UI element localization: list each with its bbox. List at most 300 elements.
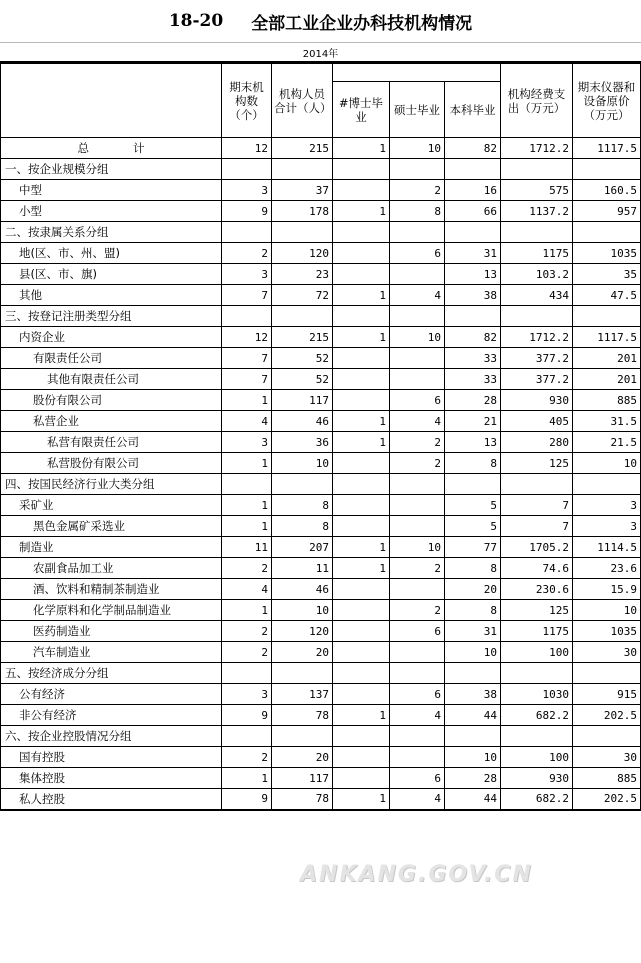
table-cell: 377.2 (501, 369, 573, 390)
table-cell: 10 (573, 453, 641, 474)
table-cell: 1 (333, 411, 390, 432)
table-row (1, 243, 641, 264)
table-cell (333, 390, 390, 411)
table-cell: 74.6 (501, 558, 573, 579)
table-row (1, 537, 641, 558)
table-cell: 28 (445, 390, 501, 411)
table-cell: 930 (501, 390, 573, 411)
table-cell (573, 474, 641, 495)
header-blank (1, 64, 222, 138)
row-label: 二、按隶属关系分组 (1, 222, 222, 243)
watermark-logo: ANKANG.GOV.CN (300, 862, 533, 887)
table-cell: 575 (501, 180, 573, 201)
table-cell (333, 768, 390, 789)
table-cell: 1 (333, 705, 390, 726)
table-cell: 8 (445, 453, 501, 474)
table-cell (445, 306, 501, 327)
table-cell (573, 726, 641, 747)
table-cell: 3 (573, 516, 641, 537)
table-title (0, 0, 641, 43)
table-cell: 2 (390, 453, 445, 474)
table-cell (222, 306, 272, 327)
table-cell (333, 369, 390, 390)
table-cell: 2 (222, 243, 272, 264)
row-label: 六、按企业控股情况分组 (1, 726, 222, 747)
col-header-7: 期末仪器和设备原价（万元） (573, 64, 641, 138)
table-cell (333, 663, 390, 684)
table-cell (333, 306, 390, 327)
data-table (0, 63, 641, 811)
table-cell (333, 642, 390, 663)
table-cell: 405 (501, 411, 573, 432)
table-cell: 2 (222, 747, 272, 768)
table-cell (445, 159, 501, 180)
row-label: 私营股份有限公司 (1, 453, 222, 474)
table-cell (501, 663, 573, 684)
table-cell: 137 (272, 684, 333, 705)
table-cell: 4 (390, 789, 445, 810)
table-cell (333, 222, 390, 243)
table-cell (445, 663, 501, 684)
table-cell: 280 (501, 432, 573, 453)
table-row (1, 306, 641, 327)
table-row (1, 180, 641, 201)
table-cell: 12 (222, 138, 272, 159)
table-cell: 682.2 (501, 705, 573, 726)
table-cell: 52 (272, 369, 333, 390)
table-cell: 5 (445, 495, 501, 516)
table-cell: 1712.2 (501, 327, 573, 348)
table-cell: 46 (272, 579, 333, 600)
table-cell: 100 (501, 747, 573, 768)
table-cell: 201 (573, 369, 641, 390)
table-cell: 8 (445, 558, 501, 579)
table-cell (333, 726, 390, 747)
table-cell: 885 (573, 390, 641, 411)
table-cell: 15.9 (573, 579, 641, 600)
table-cell: 1 (222, 516, 272, 537)
table-cell: 16 (445, 180, 501, 201)
table-cell: 23.6 (573, 558, 641, 579)
table-cell: 682.2 (501, 789, 573, 810)
row-label: 地(区、市、州、盟) (1, 243, 222, 264)
table-cell: 957 (573, 201, 641, 222)
col-header-6: 机构经费支出（万元） (501, 64, 573, 138)
table-cell: 82 (445, 327, 501, 348)
table-cell: 35 (573, 264, 641, 285)
table-cell (272, 306, 333, 327)
table-cell: 1 (222, 495, 272, 516)
table-row (1, 642, 641, 663)
table-cell (501, 474, 573, 495)
table-cell: 3 (573, 495, 641, 516)
table-cell: 33 (445, 348, 501, 369)
table-cell: 38 (445, 285, 501, 306)
table-cell: 8 (272, 495, 333, 516)
table-cell (390, 516, 445, 537)
table-cell (445, 474, 501, 495)
table-cell: 117 (272, 390, 333, 411)
table-cell: 1 (333, 327, 390, 348)
table-cell: 1 (333, 432, 390, 453)
table-cell: 178 (272, 201, 333, 222)
table-row (1, 495, 641, 516)
table-cell (333, 747, 390, 768)
table-cell: 377.2 (501, 348, 573, 369)
table-cell: 10 (390, 537, 445, 558)
table-cell (501, 726, 573, 747)
table-cell: 4 (222, 411, 272, 432)
row-label: 制造业 (1, 537, 222, 558)
table-cell: 1117.5 (573, 138, 641, 159)
row-label: 县(区、市、旗) (1, 264, 222, 285)
table-cell: 10 (272, 453, 333, 474)
table-row (1, 390, 641, 411)
table-cell: 10 (445, 747, 501, 768)
table-cell: 2 (390, 600, 445, 621)
row-label: 中型 (1, 180, 222, 201)
table-cell: 9 (222, 789, 272, 810)
table-cell (333, 243, 390, 264)
table-cell: 1175 (501, 621, 573, 642)
table-cell (445, 726, 501, 747)
row-label: 非公有经济 (1, 705, 222, 726)
table-cell: 120 (272, 621, 333, 642)
table-cell: 1035 (573, 243, 641, 264)
table-cell: 4 (222, 579, 272, 600)
table-cell (390, 369, 445, 390)
table-cell: 21.5 (573, 432, 641, 453)
table-cell: 10 (390, 327, 445, 348)
table-row (1, 474, 641, 495)
table-cell: 8 (445, 600, 501, 621)
table-cell: 5 (445, 516, 501, 537)
table-cell: 2 (222, 621, 272, 642)
table-cell (333, 495, 390, 516)
table-cell: 1137.2 (501, 201, 573, 222)
table-cell (333, 600, 390, 621)
table-cell: 77 (445, 537, 501, 558)
table-cell: 47.5 (573, 285, 641, 306)
table-cell (333, 684, 390, 705)
table-cell (333, 453, 390, 474)
table-cell: 8 (272, 516, 333, 537)
table-cell (390, 348, 445, 369)
table-cell: 1712.2 (501, 138, 573, 159)
table-cell: 1030 (501, 684, 573, 705)
table-cell: 10 (573, 600, 641, 621)
table-row (1, 684, 641, 705)
table-cell (333, 579, 390, 600)
table-cell (272, 474, 333, 495)
row-label: 小型 (1, 201, 222, 222)
table-cell (333, 474, 390, 495)
table-cell: 20 (445, 579, 501, 600)
row-label: 一、按企业规模分组 (1, 159, 222, 180)
table-cell (390, 306, 445, 327)
table-cell: 202.5 (573, 789, 641, 810)
row-label: 有限责任公司 (1, 348, 222, 369)
row-label: 公有经济 (1, 684, 222, 705)
table-cell: 23 (272, 264, 333, 285)
table-cell: 7 (222, 369, 272, 390)
table-cell: 6 (390, 243, 445, 264)
table-cell: 37 (272, 180, 333, 201)
row-label: 集体控股 (1, 768, 222, 789)
row-label: 私人控股 (1, 789, 222, 810)
table-cell: 31.5 (573, 411, 641, 432)
row-label: 内资企业 (1, 327, 222, 348)
table-cell (272, 222, 333, 243)
table-cell: 160.5 (573, 180, 641, 201)
table-row (1, 789, 641, 810)
col-header-1: 期末机构数（个） (222, 64, 272, 138)
table-cell: 46 (272, 411, 333, 432)
row-label: 四、按国民经济行业大类分组 (1, 474, 222, 495)
table-cell: 2 (390, 558, 445, 579)
table-cell: 3 (222, 180, 272, 201)
table-cell: 66 (445, 201, 501, 222)
table-cell: 11 (272, 558, 333, 579)
table-cell: 30 (573, 747, 641, 768)
table-cell: 1 (333, 138, 390, 159)
table-cell (390, 495, 445, 516)
table-cell: 52 (272, 348, 333, 369)
table-cell (501, 159, 573, 180)
table-cell (222, 474, 272, 495)
table-cell: 38 (445, 684, 501, 705)
table-cell: 1 (222, 453, 272, 474)
row-label: 采矿业 (1, 495, 222, 516)
table-row (1, 747, 641, 768)
year-label: 2014年 (0, 43, 641, 63)
table-cell (333, 516, 390, 537)
row-label: 其他 (1, 285, 222, 306)
table-cell (333, 264, 390, 285)
col-header-4: 硕士毕业 (390, 82, 445, 138)
table-cell (390, 726, 445, 747)
table-row (1, 159, 641, 180)
table-cell: 4 (390, 411, 445, 432)
table-cell: 103.2 (501, 264, 573, 285)
table-cell: 3 (222, 264, 272, 285)
total-label-b: 计 (133, 141, 145, 155)
table-cell: 44 (445, 705, 501, 726)
table-cell: 930 (501, 768, 573, 789)
row-label: 股份有限公司 (1, 390, 222, 411)
total-row (1, 138, 641, 159)
table-row (1, 600, 641, 621)
table-cell: 4 (390, 705, 445, 726)
table-row (1, 453, 641, 474)
row-label: 五、按经济成分分组 (1, 663, 222, 684)
table-cell: 10 (272, 600, 333, 621)
table-cell: 31 (445, 243, 501, 264)
col-header-5: 本科毕业 (445, 82, 501, 138)
table-cell (222, 663, 272, 684)
table-cell (390, 642, 445, 663)
table-cell: 1 (222, 768, 272, 789)
table-cell: 33 (445, 369, 501, 390)
table-cell (573, 306, 641, 327)
table-row (1, 285, 641, 306)
table-cell: 915 (573, 684, 641, 705)
table-cell: 9 (222, 201, 272, 222)
table-cell: 201 (573, 348, 641, 369)
row-label: 黑色金属矿采选业 (1, 516, 222, 537)
row-label: 化学原料和化学制品制造业 (1, 600, 222, 621)
table-row (1, 411, 641, 432)
table-cell: 1035 (573, 621, 641, 642)
table-row (1, 327, 641, 348)
table-cell (573, 222, 641, 243)
table-cell: 1175 (501, 243, 573, 264)
table-cell: 1 (333, 558, 390, 579)
table-cell: 117 (272, 768, 333, 789)
table-cell: 230.6 (501, 579, 573, 600)
table-cell (573, 159, 641, 180)
table-cell: 82 (445, 138, 501, 159)
row-label: 农副食品加工业 (1, 558, 222, 579)
table-cell: 4 (390, 285, 445, 306)
table-cell: 1114.5 (573, 537, 641, 558)
table-cell: 207 (272, 537, 333, 558)
row-label: 医药制造业 (1, 621, 222, 642)
row-label: 私营企业 (1, 411, 222, 432)
table-cell (272, 663, 333, 684)
table-row (1, 432, 641, 453)
table-cell: 21 (445, 411, 501, 432)
table-cell (333, 159, 390, 180)
table-number: 18-20 (168, 11, 224, 31)
table-cell: 885 (573, 768, 641, 789)
table-row (1, 516, 641, 537)
total-label-a: 总 (77, 141, 89, 155)
table-cell: 125 (501, 600, 573, 621)
table-cell: 100 (501, 642, 573, 663)
table-cell: 6 (390, 390, 445, 411)
table-cell: 78 (272, 705, 333, 726)
row-label: 三、按登记注册类型分组 (1, 306, 222, 327)
table-cell: 9 (222, 705, 272, 726)
table-cell: 72 (272, 285, 333, 306)
row-label: 酒、饮料和精制茶制造业 (1, 579, 222, 600)
table-cell: 434 (501, 285, 573, 306)
table-cell: 11 (222, 537, 272, 558)
table-row (1, 705, 641, 726)
table-cell (272, 159, 333, 180)
table-cell: 3 (222, 684, 272, 705)
table-row (1, 579, 641, 600)
table-cell: 12 (222, 327, 272, 348)
table-cell: 36 (272, 432, 333, 453)
table-row (1, 222, 641, 243)
table-cell: 215 (272, 138, 333, 159)
table-cell (222, 159, 272, 180)
table-cell: 2 (222, 558, 272, 579)
table-cell: 202.5 (573, 705, 641, 726)
table-cell (390, 579, 445, 600)
table-cell: 8 (390, 201, 445, 222)
col-header-3: #博士毕业 (333, 82, 390, 138)
table-cell: 6 (390, 684, 445, 705)
row-label: 汽车制造业 (1, 642, 222, 663)
table-cell: 44 (445, 789, 501, 810)
table-cell: 7 (222, 285, 272, 306)
table-cell: 30 (573, 642, 641, 663)
table-cell (390, 159, 445, 180)
table-cell: 10 (390, 138, 445, 159)
table-cell: 1 (222, 390, 272, 411)
table-cell: 13 (445, 432, 501, 453)
row-label: 私营有限责任公司 (1, 432, 222, 453)
table-cell: 1 (333, 201, 390, 222)
table-cell (573, 663, 641, 684)
table-row (1, 348, 641, 369)
table-cell: 20 (272, 642, 333, 663)
table-cell: 13 (445, 264, 501, 285)
table-cell: 120 (272, 243, 333, 264)
table-cell: 6 (390, 621, 445, 642)
table-cell (390, 474, 445, 495)
table-cell (390, 264, 445, 285)
col-header-2: 机构人员合计（人） (272, 64, 333, 138)
table-cell: 1 (222, 600, 272, 621)
table-cell (390, 222, 445, 243)
header-row-1 (1, 64, 641, 82)
table-cell (333, 621, 390, 642)
table-cell: 31 (445, 621, 501, 642)
table-cell (390, 663, 445, 684)
table-cell: 78 (272, 789, 333, 810)
table-cell: 7 (501, 516, 573, 537)
header-sub-blank (333, 64, 501, 82)
table-row (1, 663, 641, 684)
table-cell: 2 (390, 180, 445, 201)
table-row (1, 621, 641, 642)
table-cell: 2 (390, 432, 445, 453)
table-cell: 10 (445, 642, 501, 663)
table-row (1, 201, 641, 222)
table-cell (333, 180, 390, 201)
table-cell: 6 (390, 768, 445, 789)
table-row (1, 768, 641, 789)
table-row (1, 726, 641, 747)
table-cell (501, 306, 573, 327)
table-cell: 7 (501, 495, 573, 516)
row-label: 其他有限责任公司 (1, 369, 222, 390)
table-row (1, 369, 641, 390)
table-cell: 1705.2 (501, 537, 573, 558)
table-cell: 28 (445, 768, 501, 789)
table-cell: 125 (501, 453, 573, 474)
table-cell: 215 (272, 327, 333, 348)
table-cell: 7 (222, 348, 272, 369)
table-cell (222, 726, 272, 747)
table-cell (445, 222, 501, 243)
table-cell: 1 (333, 285, 390, 306)
table-title-text: 全部工业企业办科技机构情况 (251, 13, 473, 34)
table-cell (333, 348, 390, 369)
total-label (1, 138, 222, 159)
table-row (1, 558, 641, 579)
table-cell (222, 222, 272, 243)
table-cell (272, 726, 333, 747)
table-cell: 1 (333, 789, 390, 810)
table-cell: 1 (333, 537, 390, 558)
table-cell: 20 (272, 747, 333, 768)
table-cell: 3 (222, 432, 272, 453)
